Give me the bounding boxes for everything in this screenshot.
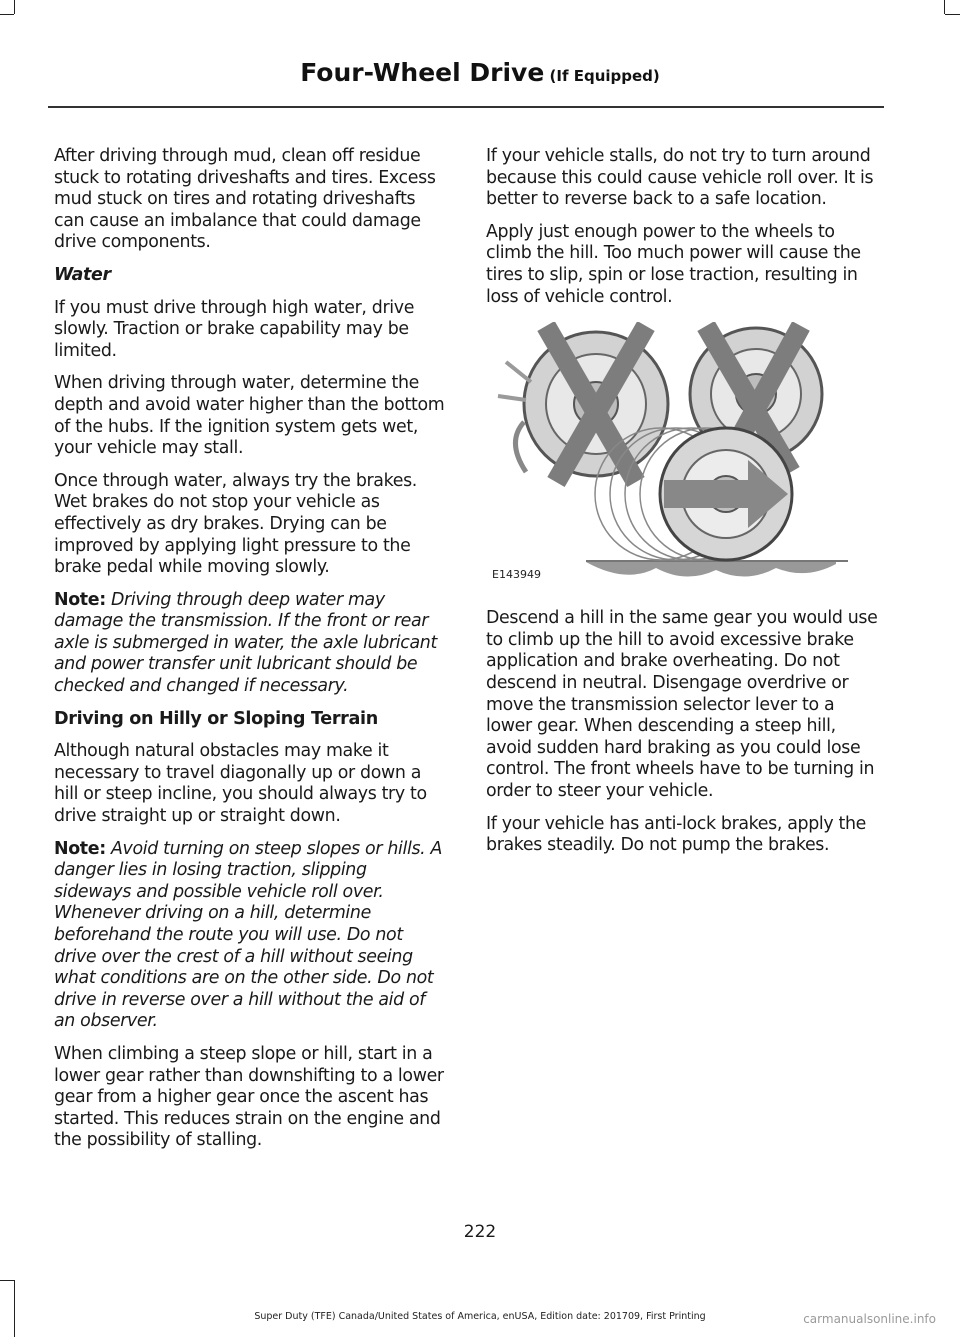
paragraph: After driving through mud, clean off residue stuck to rotating driveshafts and tires. Excess mud stuck on tires and rotating driveshafts can cause an imbalance that could damage drive components. <box>54 146 436 253</box>
note-paragraph <box>54 839 447 1033</box>
paragraph: When climbing a steep slope or hill, start in a lower gear rather than downshifting to a lower gear from a higher gear once the ascent has started. This reduces strain on the engine and the possibility of stalling. <box>54 1043 444 1151</box>
crop-mark <box>0 1280 14 1281</box>
paragraph: If you must drive through high water, drive slowly. Traction or brake capability may be limited. <box>54 297 415 361</box>
crop-mark <box>945 14 960 15</box>
note-label: Note: <box>54 838 106 859</box>
footer-edition-text: Super Duty (TFE) Canada/United States of America, enUSA, Edition date: 201709, First Printing <box>254 1311 706 1322</box>
left-column <box>54 146 447 1163</box>
paragraph: Descend a hill in the same gear you would use to climb up the hill to avoid excessive brake application and brake overheating. Do not descend in neutral. Disengage overdrive or move the transmission selector lever to a lower gear. When descending a steep hill, avoid sudden hard braking as you could lose control. The front wheels have to be turning in order to steer your vehicle. <box>486 608 878 801</box>
paragraph: When driving through water, determine the depth and avoid water higher than the bottom of the hubs. If the ignition system gets wet, your vehicle may stall. <box>54 373 445 459</box>
section-heading-water: Water <box>54 264 111 285</box>
title-suffix: (If Equipped) <box>544 67 660 85</box>
section-heading-hilly-terrain: Driving on Hilly or Sloping Terrain <box>54 708 378 729</box>
note-text: Avoid turning on steep slopes or hills. A danger lies in losing traction, slipping sideways and possible vehicle roll over. Whenever driving on a hill, determine beforehand the route you will use. Do not drive over the crest of a hill without seeing what conditions are on the other side. Do not drive in reverse over a hill without the aid of an observer. <box>54 838 443 1032</box>
note-paragraph <box>54 590 447 698</box>
page-number: 222 <box>463 1222 497 1242</box>
right-column <box>486 146 879 868</box>
paragraph: Although natural obstacles may make it necessary to travel diagonally up or down a hill or steep incline, you should always try to drive straight up or straight down. <box>54 741 427 827</box>
paragraph: Once through water, always try the brakes. Wet brakes do not stop your vehicle as effectively as dry brakes. Drying can be improved by applying light pressure to the brake pedal while moving slowly. <box>54 470 417 578</box>
note-label: Note: <box>54 589 106 610</box>
paragraph: Apply just enough power to the wheels to climb the hill. Too much power will cause the tires to slip, spin or lose traction, resulting in loss of vehicle control. <box>486 221 861 307</box>
note-text: Driving through deep water may damage the transmission. If the front or rear axle is submerged in water, the axle lubricant and power transfer unit lubricant should be checked and changed if necessary. <box>54 589 437 697</box>
figure-code: E143949 <box>492 568 541 582</box>
watermark: carmanualsonline.info <box>803 1312 936 1326</box>
crop-mark <box>0 14 14 15</box>
crop-mark <box>14 1280 15 1337</box>
paragraph: If your vehicle stalls, do not try to turn around because this could cause vehicle roll over. It is better to reverse back to a safe location. <box>486 146 874 210</box>
mud-spray-icon <box>586 562 836 577</box>
title-main: Four-Wheel Drive <box>300 58 545 87</box>
page-title <box>0 58 960 87</box>
tire-traction-illustration <box>486 322 879 592</box>
crop-mark <box>944 0 945 14</box>
paragraph: If your vehicle has anti-lock brakes, apply the brakes steadily. Do not pump the brakes. <box>486 813 866 856</box>
crop-mark <box>14 0 15 14</box>
header-divider <box>48 106 884 108</box>
tire-illustration-graphic <box>486 322 879 592</box>
